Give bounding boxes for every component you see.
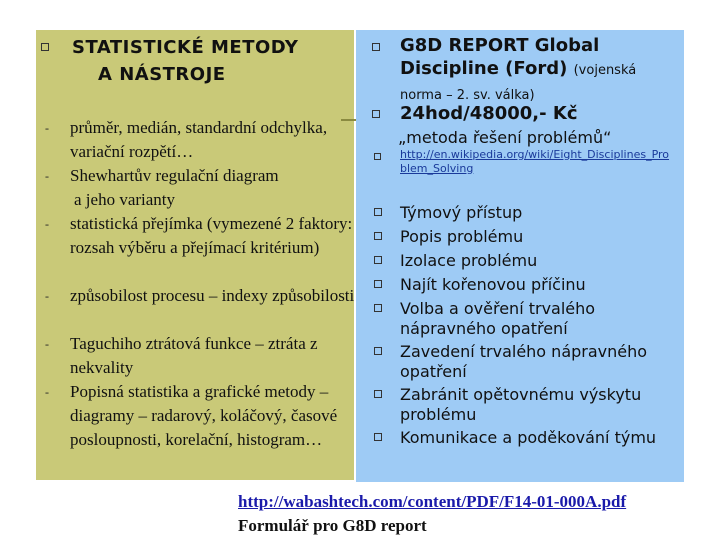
dash-icon: -	[45, 385, 49, 399]
step-item: Týmový přístup	[400, 203, 523, 222]
step-item: Zavedení trvalého nápravného opatření	[400, 342, 648, 381]
bullet-square-icon	[374, 304, 382, 312]
left-title-line2: A NÁSTROJE	[98, 64, 226, 85]
footer-text: Formulář pro G8D report	[238, 516, 427, 535]
dash-icon: -	[45, 337, 49, 351]
left-item: statistická přejímka (vymezené 2 faktory: rozsah výběru a přejímací kritérium)	[70, 214, 353, 257]
bullet-square-icon	[41, 43, 49, 51]
right-head-1	[400, 34, 682, 107]
bullet-square-icon	[374, 433, 382, 441]
right-head-2: 24hod/48000,- Kč	[400, 103, 578, 124]
dash-icon: -	[45, 217, 49, 231]
bullet-square-icon	[374, 390, 382, 398]
footer-link[interactable]: http://wabashtech.com/content/PDF/F14-01-000A.pdf	[238, 492, 627, 511]
bullet-square-icon	[374, 347, 382, 355]
left-title-line1: STATISTICKÉ METODY	[72, 37, 299, 58]
bullet-square-icon	[374, 280, 382, 288]
left-item: Shewhartův regulační diagram	[70, 166, 279, 185]
dash-icon: -	[45, 169, 49, 183]
bullet-square-icon	[372, 43, 380, 51]
left-item: a jeho varianty	[74, 190, 176, 209]
bullet-square-icon	[374, 153, 381, 160]
dash-icon: -	[45, 289, 49, 303]
left-item: Taguchiho ztrátová funkce – ztráta z nekvality	[70, 334, 318, 377]
step-item: Izolace problému	[400, 251, 538, 270]
left-item: způsobilost procesu – indexy způsobilosti	[70, 286, 355, 305]
bullet-square-icon	[374, 256, 382, 264]
step-item: Volba a ověření trvalého nápravného opatření	[400, 299, 596, 338]
bullet-square-icon	[374, 208, 382, 216]
method-text: „metoda řešení problémů“	[398, 128, 612, 147]
step-item: Zabránit opětovnému výskytu problému	[400, 385, 642, 424]
bullet-square-icon	[374, 232, 382, 240]
step-item: Komunikace a poděkování týmu	[400, 428, 657, 447]
bullet-square-icon	[372, 110, 380, 118]
right-head-1-note: (vojenská norma – 2. sv. válka)	[400, 63, 637, 103]
dash-icon: -	[45, 121, 49, 135]
right-head-1-text: G8D REPORT Global Discipline (Ford)	[400, 35, 600, 79]
wiki-link[interactable]: http://en.wikipedia.org/wiki/Eight_Disciplines_Problem_Solving	[400, 148, 670, 175]
left-item: průměr, medián, standardní odchylka, variační rozpětí…	[70, 118, 328, 161]
left-item: Popisná statistika a grafické metody – diagramy – radarový, koláčový, časové posloupnosti, korelační, histogram…	[70, 382, 338, 449]
left-title	[72, 34, 298, 88]
step-item: Popis problému	[400, 227, 524, 246]
step-item: Najít kořenovou příčinu	[400, 275, 586, 294]
